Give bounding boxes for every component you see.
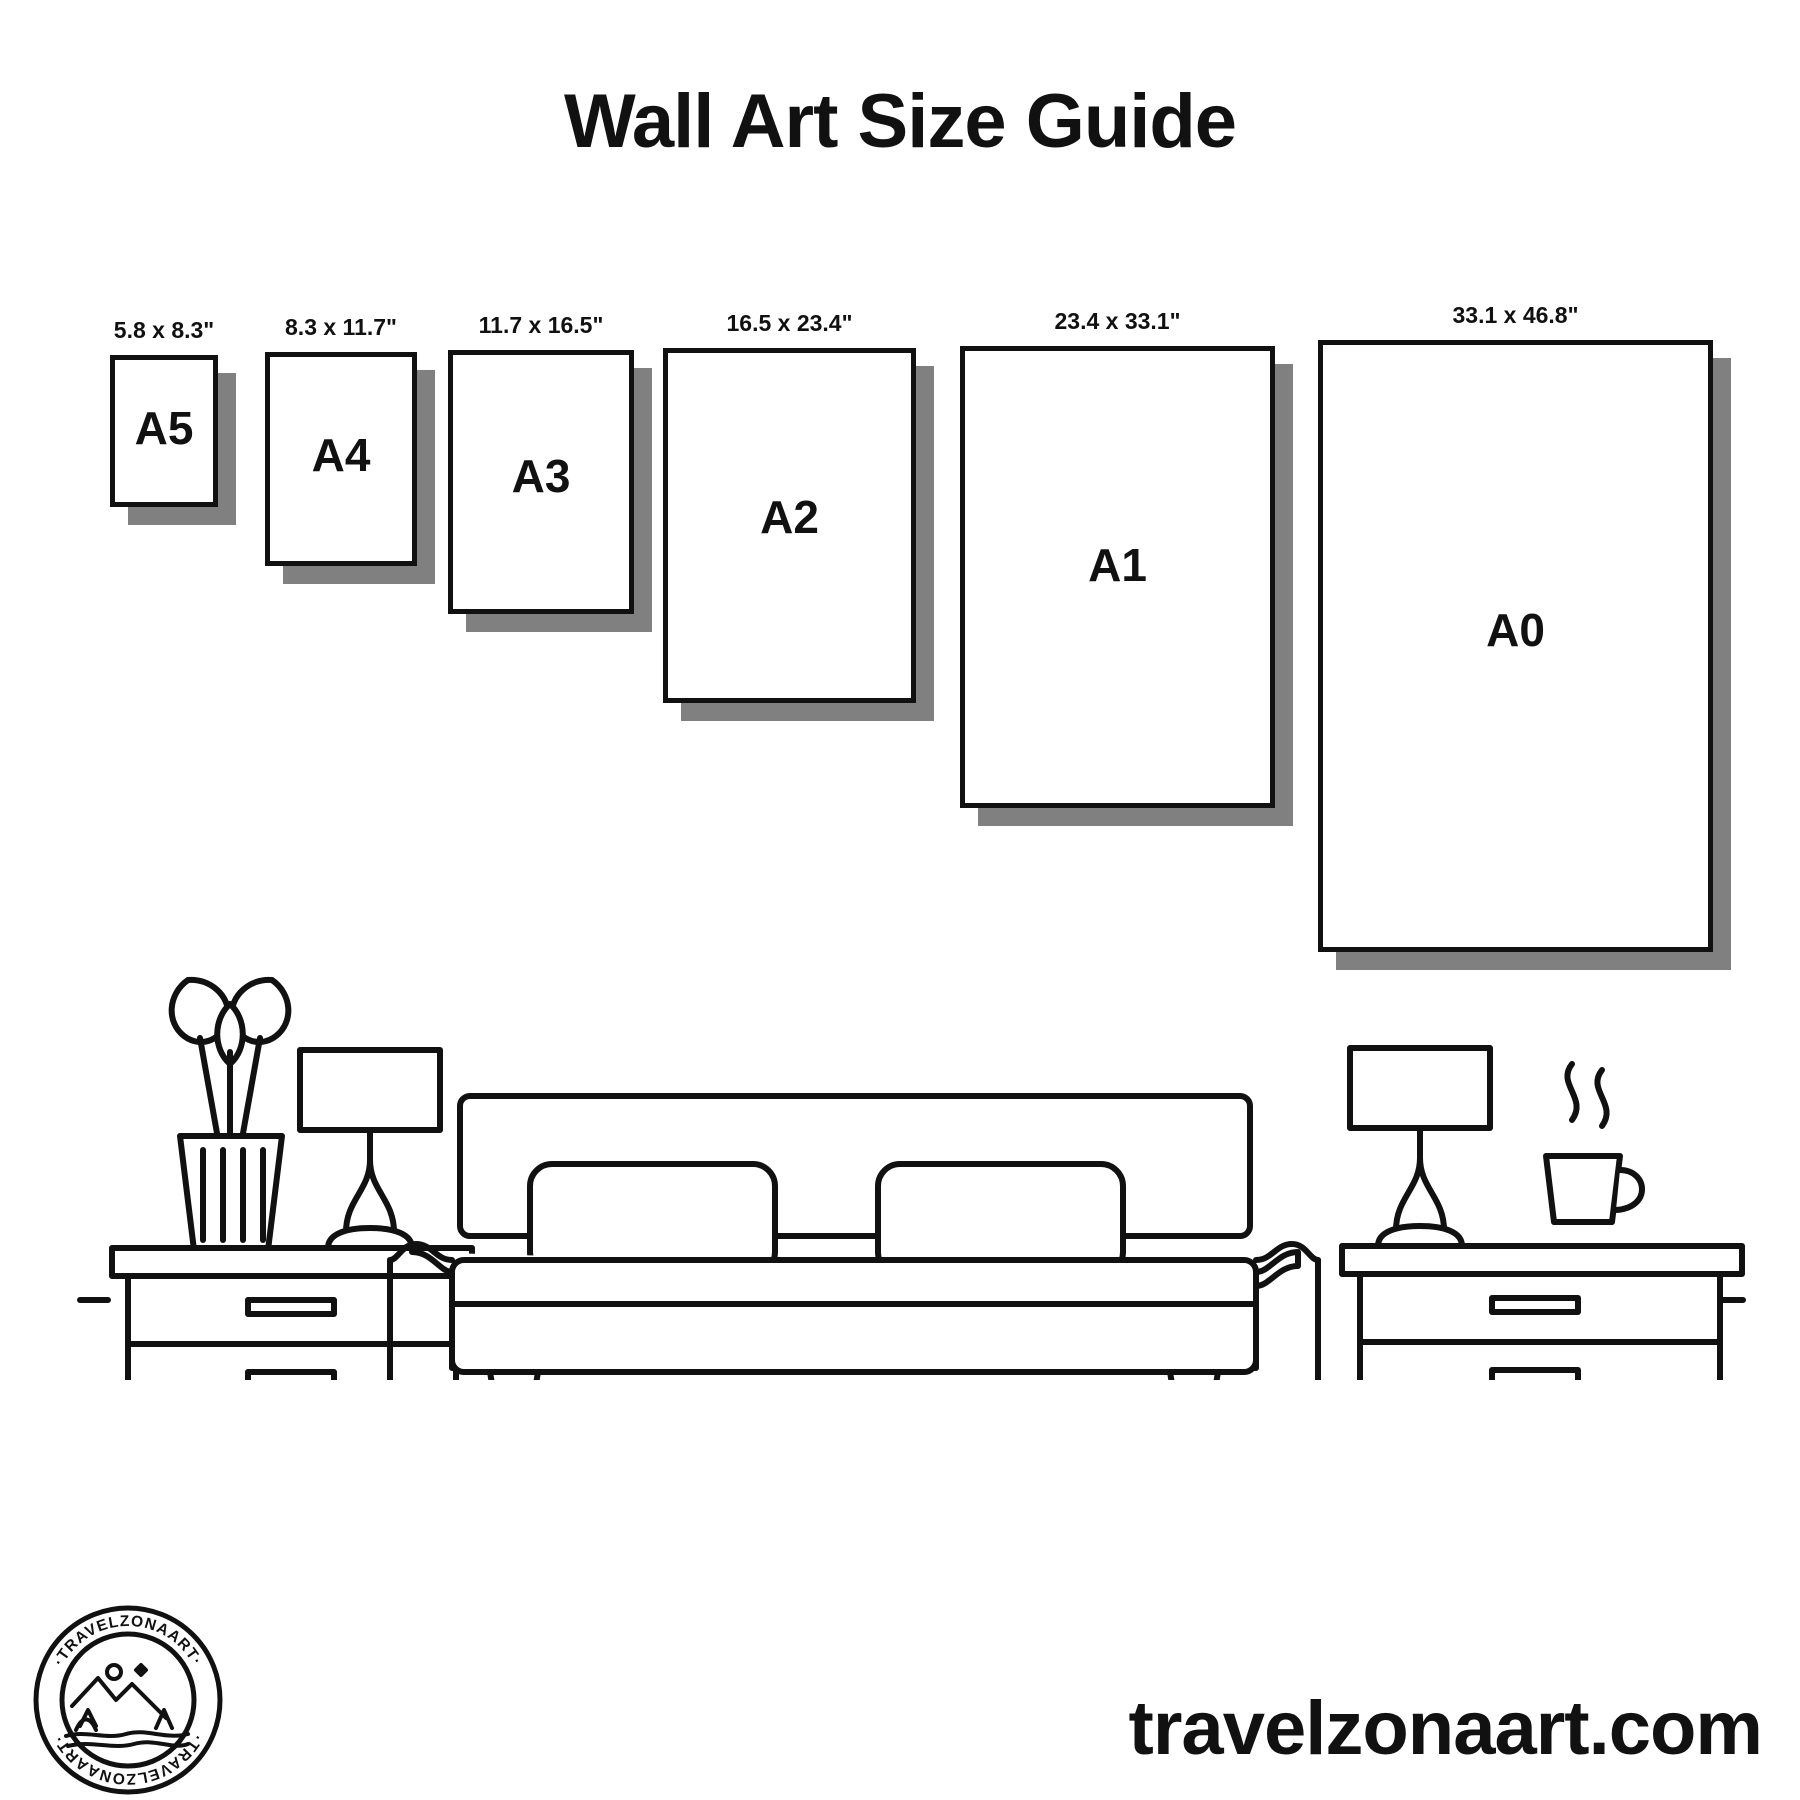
page-title: Wall Art Size Guide (563, 79, 1237, 164)
frame-a2 (663, 310, 916, 703)
frame-box[interactable] (960, 346, 1275, 808)
bedroom-illustration (60, 960, 1760, 1380)
frame-dimension-label: 33.1 x 46.8" (1452, 302, 1579, 328)
frame-size-label: A4 (311, 428, 371, 481)
frame-a0 (1318, 302, 1713, 952)
brand-logo (28, 1600, 228, 1800)
frame-dimension-label: 5.8 x 8.3" (113, 317, 215, 343)
frame-a1 (960, 308, 1275, 808)
frame-dimension-label: 23.4 x 33.1" (1054, 308, 1181, 334)
nightstand-right (1342, 1246, 1742, 1380)
frame-size-label: A2 (760, 490, 819, 543)
frame-dimension-label: 11.7 x 16.5" (478, 312, 604, 338)
lamp-icon-right (1350, 1048, 1490, 1246)
website-url: travelzonaart.com (1128, 1686, 1762, 1771)
frame-box[interactable] (110, 355, 218, 507)
frame-box[interactable] (663, 348, 916, 703)
frame-size-label: A5 (134, 402, 194, 455)
frame-a3 (448, 312, 634, 614)
coffee-mug-icon (1546, 1064, 1642, 1222)
frame-box[interactable] (265, 352, 417, 566)
frame-size-label: A0 (1486, 603, 1545, 656)
frame-size-label: A1 (1088, 539, 1147, 592)
frame-box[interactable] (448, 350, 634, 614)
frame-dimension-label: 16.5 x 23.4" (726, 310, 853, 336)
frame-box[interactable] (1318, 340, 1713, 952)
lamp-icon-left (300, 1050, 440, 1248)
frame-size-label: A3 (511, 450, 571, 503)
nightstand-left (112, 1248, 472, 1380)
logo-text-top: ·TRAVELZONAART· (50, 1612, 206, 1669)
frame-a4 (265, 314, 417, 566)
logo-text-bottom: ·TRAVELZONAART· (50, 1731, 206, 1788)
plant-icon (172, 980, 289, 1250)
frame-a5 (110, 317, 218, 507)
bed-illustration (390, 1096, 1318, 1380)
frame-dimension-label: 8.3 x 11.7" (285, 314, 397, 340)
